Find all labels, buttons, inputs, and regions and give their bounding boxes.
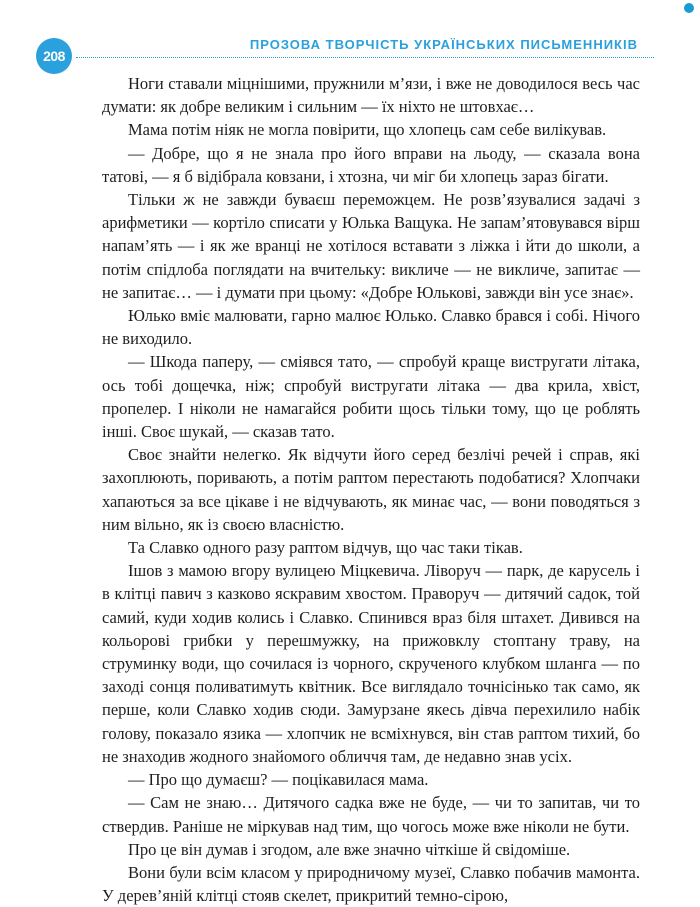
paragraph: Своє знайти нелегко. Як відчути його серед безлічі речей і справ, які захоплюють, поривають, а потім раптом перестають подобатися? Хлопчаки хапаються за все цікаве і не відчувають, як минає час, — вони поводяться з ним вільно, як із своєю власністю. <box>102 445 640 534</box>
paragraph: Вони були всім класом у природничому музеї, Славко побачив мамонта. У дерев’яній клітці стояв скелет, прикритий темно-сірою, <box>102 862 640 906</box>
paragraph: — Добре, що я не знала про його вправи на льоду, — сказала вона татові, — я б відібрала ковзани, і хтозна, чи міг би хлопець зараз бігати. <box>102 143 640 186</box>
paragraph: — Сам не знаю… Дитячого садка вже не буде, — чи то запитав, чи то ствердив. Раніше не міркував над тим, що чогось може вже ніколи не бути. <box>102 793 640 836</box>
paragraph: Про це він думав і згодом, але вже значно чіткіше й свідоміше. <box>128 839 571 859</box>
paragraph: Мама потім ніяк не могла повірити, що хлопець сам себе вилікував. <box>128 120 607 140</box>
paragraph: Ішов з мамою вгору вулицею Міцкевича. Ліворуч — парк, де карусель і в клітці павич з казково яскравим хвостом. Праворуч — дитячий садок, той самий, куди ходив колись і Славко. Спинився враз біля штахет. Дивився на кольорові грибки у перешмужку, на прижовклу стоптану траву, на струминку води, що сочилася із чорного, скрученого клубком шланга — по заході сонця поливатимуть квітник. Все виглядало точнісінько так само, як перше, коли Славко ходив сюди. Замурзане якесь дівча перехилило набік голову, показало язика — хлопчик не всміхнувся, він став раптом тихий, бо не знаходив жодного знайомого обличчя там, де недавно знав усіх. <box>102 561 640 766</box>
header-dotted-rule <box>76 57 654 58</box>
paragraph: Та Славко одного разу раптом відчув, що час таки тікав. <box>128 538 523 558</box>
paragraph: Юлько вміє малювати, гарно малює Юлько. Славко брався і собі. Нічого не виходило. <box>102 306 640 349</box>
paragraph: Ноги ставали міцнішими, пружнили м’язи, і вже не доводилося весь час думати: як добре великим і сильним — їх ніхто не штовхає… <box>102 74 640 117</box>
paragraph: — Шкода паперу, — сміявся тато, — спробуй краще вистругати літака, ось тобі дощечка, ніж; спробуй вистругати літака — два крила, хвіст, пропелер. І ніколи не намагайся робити щось тільки тому, що це роблять інші. Своє шукай, — сказав тато. <box>102 352 640 442</box>
running-title: ПРОЗОВА ТВОРЧІСТЬ УКРАЇНСЬКИХ ПИСЬМЕННИКІВ <box>249 37 638 52</box>
page-number-badge <box>36 38 72 74</box>
page-number: 208 <box>43 48 65 64</box>
corner-logo-icon <box>684 3 694 13</box>
paragraph: — Про що думаєш? — поцікавилася мама. <box>128 770 429 790</box>
page-body <box>102 72 640 907</box>
paragraph: Тільки ж не завжди буваєш переможцем. Не розв’язувалися задачі з арифметики — кортіло списати у Юлька Ващука. Не запам’ятовувався вірш напам’ять — і як же вранці не хотілося вставати з ліжка і йти до школи, а потім спідлоба поглядати на вчительку: викличе — не викличе, запитає — не запитає… — і думати при цьому: «Добре Юлькові, завжди він усе знає». <box>102 190 640 302</box>
